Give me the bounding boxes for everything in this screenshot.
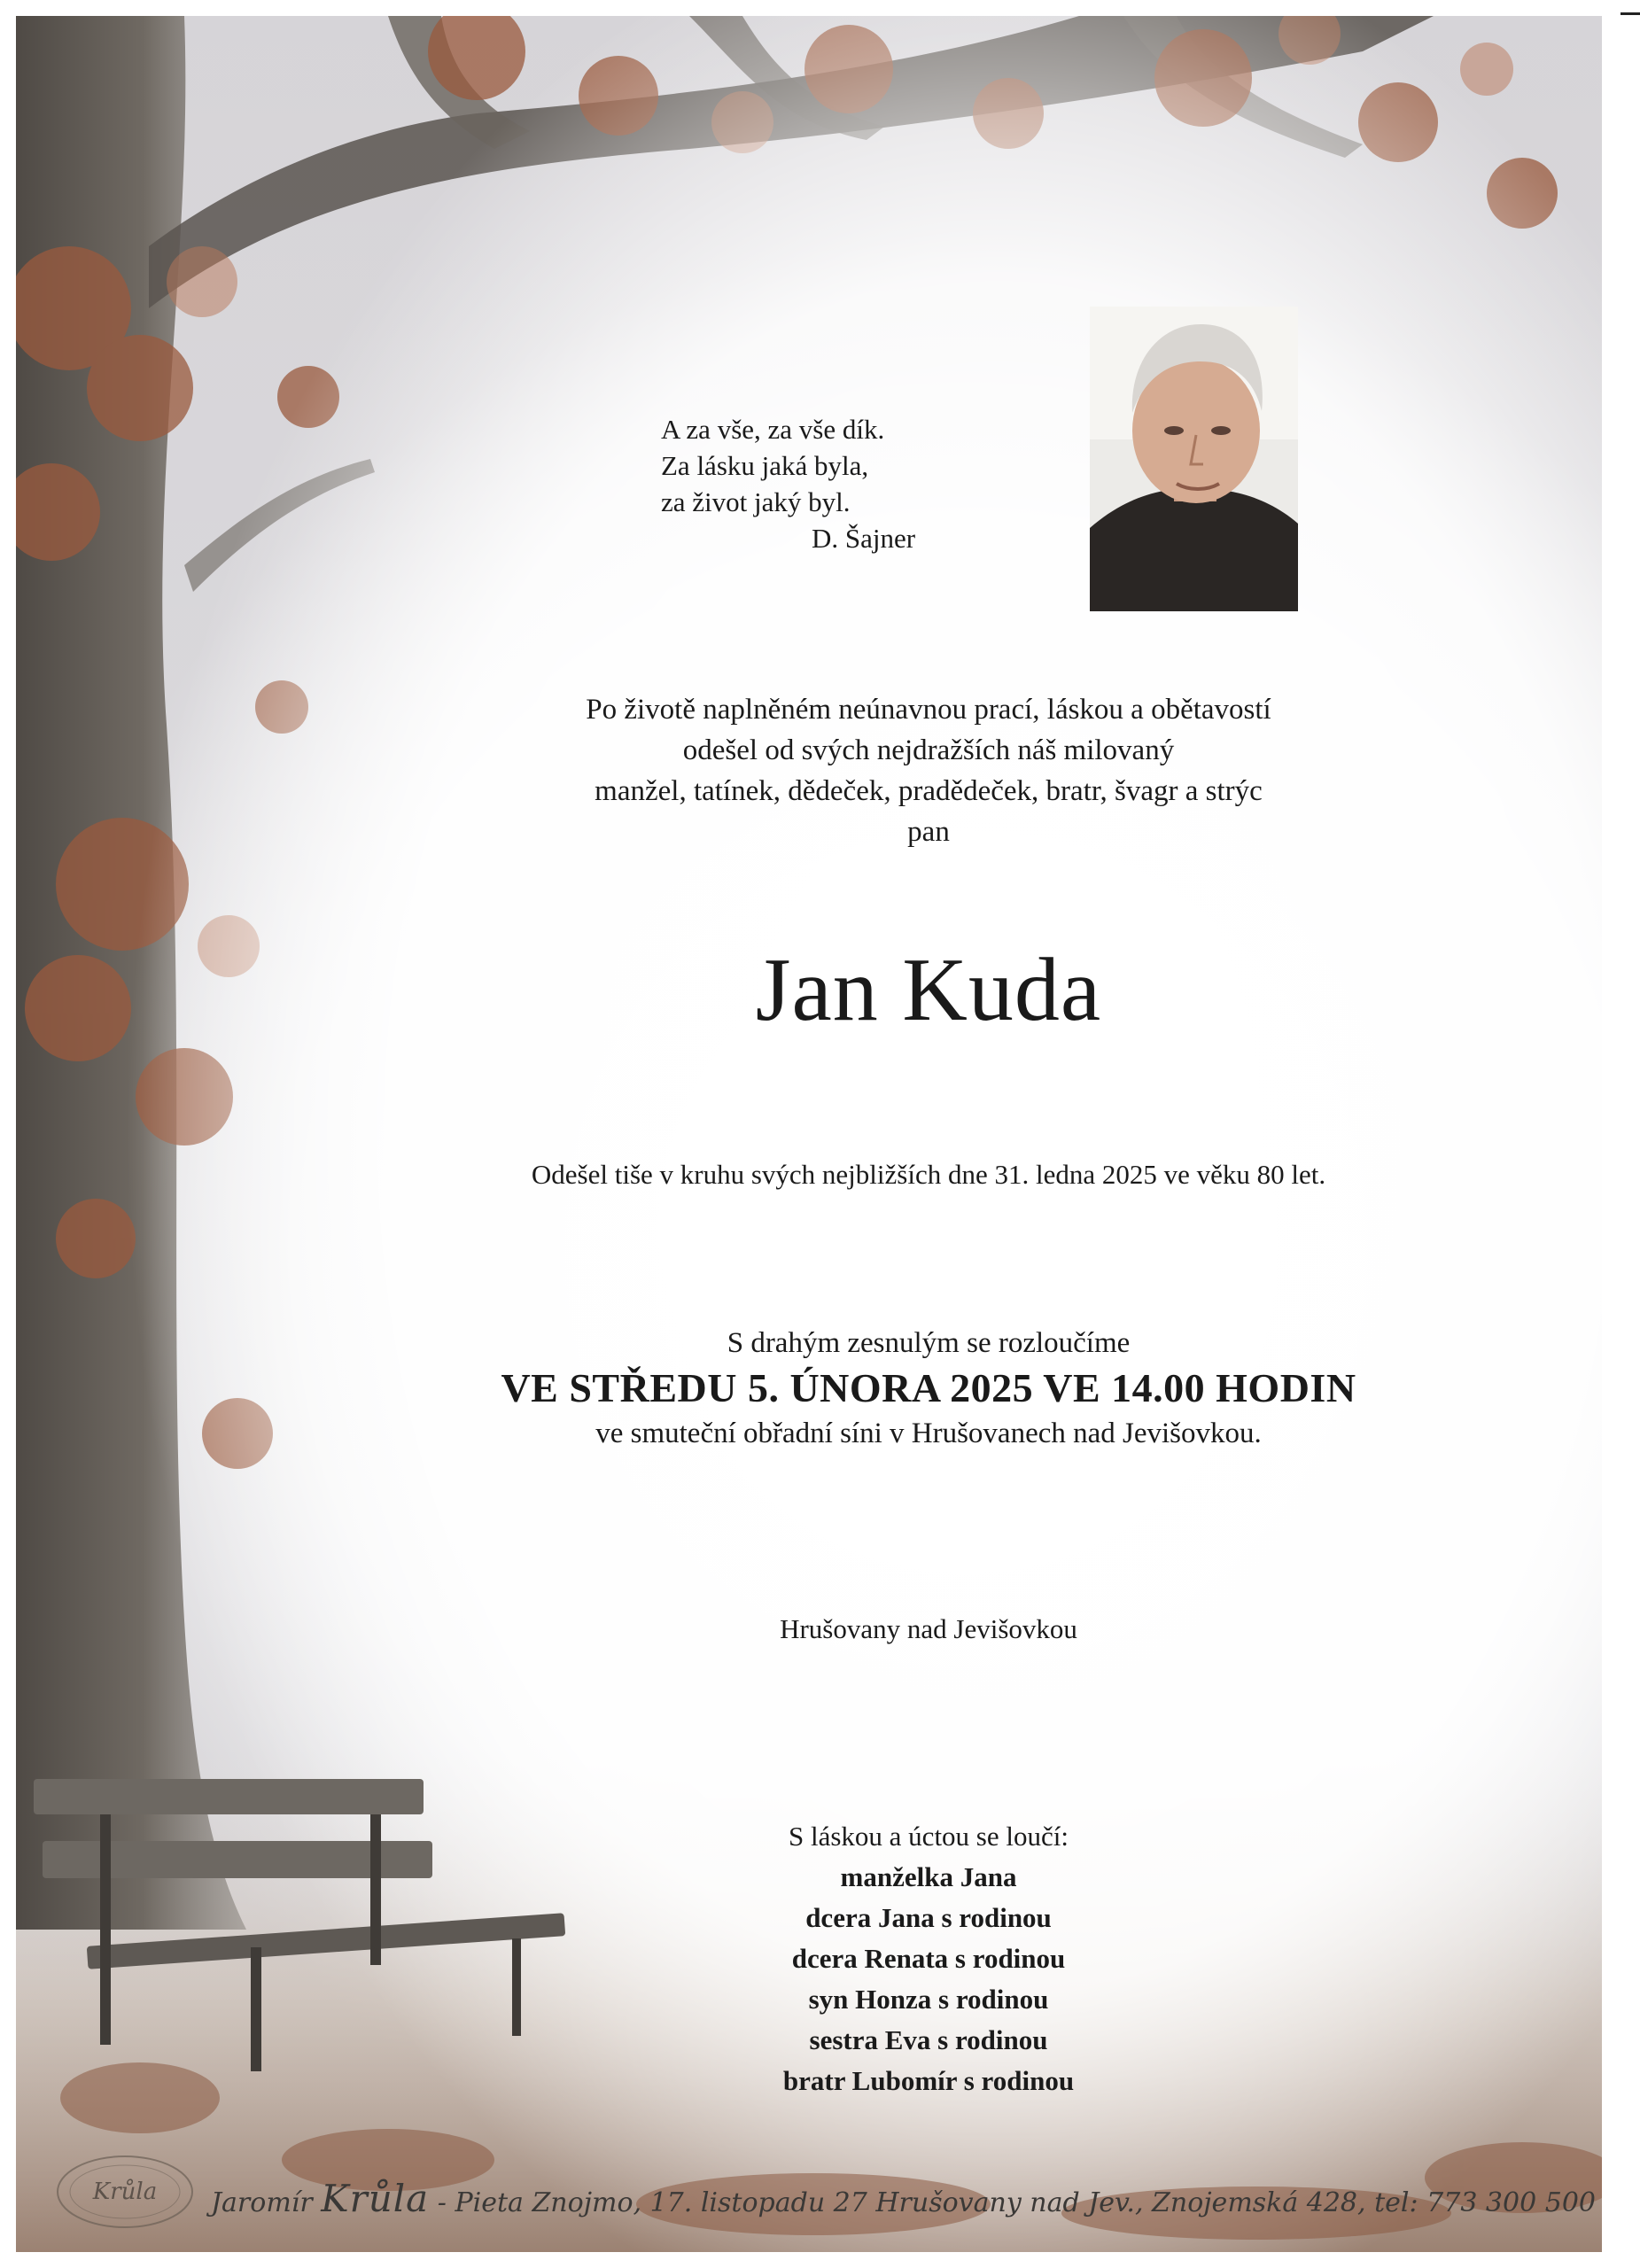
farewell-intro: S drahým zesnulým se rozloučíme — [727, 1327, 1131, 1359]
logo-text: Krůla — [92, 2179, 158, 2205]
footer-first-name: Jaromír — [211, 2187, 313, 2218]
intro-line: pan — [907, 816, 950, 848]
poem-line: Za lásku jaká byla, — [661, 450, 869, 481]
mourner-name: bratr Lubomír s rodinou — [782, 2065, 1075, 2096]
scan-corner-mark — [1621, 12, 1640, 15]
deceased-name: Jan Kuda — [755, 940, 1102, 1040]
passed-away-text: Odešel tiše v kruhu svých nejbližších dne 31. ledna 2025 ve věku 80 let. — [531, 1159, 1326, 1190]
mourner-name: dcera Jana s rodinou — [805, 1902, 1052, 1933]
intro-line: manžel, tatínek, dědeček, pradědeček, bratr, švagr a strýc — [595, 775, 1263, 807]
poem-line: za život jaký byl. — [661, 486, 851, 517]
obituary-card — [16, 16, 1602, 2252]
poem-line: A za vše, za vše dík. — [661, 414, 885, 445]
mourners-list — [543, 1816, 1314, 2101]
farewell-place: ve smuteční obřadní síni v Hrušovanech nad Jevišovkou. — [595, 1418, 1262, 1449]
funeral-service-logo — [53, 2149, 197, 2234]
mourner-name: sestra Eva s rodinou — [809, 2024, 1048, 2055]
portrait-photo — [1090, 307, 1298, 611]
mourners-intro: S láskou a úctou se loučí: — [789, 1821, 1069, 1852]
town-name: Hrušovany nad Jevišovkou — [780, 1613, 1077, 1644]
intro-line: Po životě naplněném neúnavnou prací, láskou a obětavostí — [586, 694, 1271, 726]
intro-line: odešel od svých nejdražších náš milovaný — [682, 734, 1175, 766]
farewell-info — [366, 1324, 1491, 1453]
farewell-date: VE STŘEDU 5. ÚNORA 2025 VE 14.00 HODIN — [501, 1365, 1356, 1410]
funeral-service-footer — [211, 2177, 1596, 2221]
intro-text — [366, 689, 1491, 852]
mourner-name: syn Honza s rodinou — [808, 1984, 1049, 2015]
portrait-icon — [1090, 307, 1298, 611]
poem — [661, 411, 962, 556]
mourner-name: manželka Jana — [840, 1861, 1017, 1892]
poem-author: D. Šajner — [812, 523, 916, 554]
mourner-name: dcera Renata s rodinou — [791, 1943, 1066, 1974]
footer-contact: - Pieta Znojmo, 17. listopadu 27 Hrušovany nad Jev., Znojemská 428, tel: 773 300 500 — [437, 2187, 1596, 2218]
footer-brand: Krůla — [321, 2177, 430, 2220]
